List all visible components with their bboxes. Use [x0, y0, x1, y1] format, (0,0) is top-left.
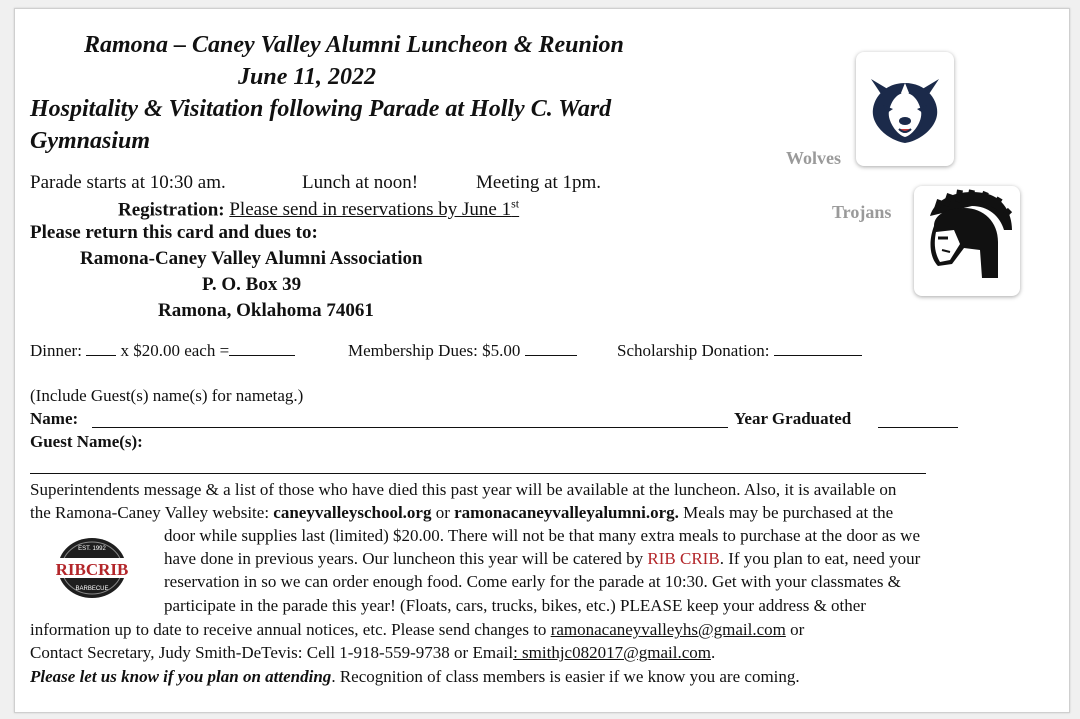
meeting-time: Meeting at 1pm. — [476, 172, 602, 193]
trojans-label: Trojans — [832, 202, 892, 222]
event-subtitle-cont: Gymnasium — [30, 128, 151, 154]
year-graduated-blank[interactable] — [878, 427, 958, 428]
message-line-2: the Ramona-Caney Valley website: caneyvalleyschool.org or ramonacaneyvalleyalumni.org. Meals may be purchased at the — [30, 503, 894, 522]
message-line-6: participate in the parade this year! (Floats, cars, trucks, bikes, etc.) PLEASE keep your address & other — [164, 596, 866, 615]
message-line-1: Superintendents message & a list of those who have died this past year will be available at the luncheon. Also, it is available on — [30, 480, 897, 499]
caterer-name: RIB CRIB — [647, 549, 720, 568]
return-org: Ramona-Caney Valley Alumni Association — [80, 248, 423, 269]
name-label: Name: — [30, 409, 79, 428]
dinner-price-label: x $20.00 each = — [120, 341, 230, 360]
svg-text:EST. 1992: EST. 1992 — [78, 546, 106, 552]
return-po-box: P. O. Box 39 — [202, 274, 302, 295]
return-city: Ramona, Oklahoma 74061 — [158, 300, 374, 321]
message-line-3: door while supplies last (limited) $20.00. There will not be that many extra meals to purchase at the door as we — [164, 526, 920, 545]
closing-emphasis: Please let us know if you plan on attending — [30, 667, 332, 686]
membership-field — [348, 341, 577, 361]
message-line-8: Contact Secretary, Judy Smith-DeTevis: Cell 1-918-559-9738 or Email: smithjc082017@gmail.com. — [30, 643, 716, 662]
website-link-1[interactable]: caneyvalleyschool.org — [273, 503, 432, 522]
message-line-7: information up to date to receive annual notices, etc. Please send changes to ramonacaneyvalleyhs@gmail.com or — [30, 620, 805, 639]
registration-text: Please send in reservations by June 1st — [229, 197, 520, 221]
scholarship-blank[interactable] — [774, 354, 862, 356]
rib-crib-logo — [50, 532, 134, 604]
dinner-total-blank[interactable] — [229, 354, 295, 356]
membership-label: Membership Dues: $5.00 — [348, 341, 521, 360]
wolves-label: Wolves — [786, 148, 842, 168]
return-instruction: Please return this card and dues to: — [30, 222, 318, 243]
guest-names-blank[interactable] — [30, 473, 926, 474]
website-link-2[interactable]: ramonacaneyvalleyalumni.org. — [454, 503, 679, 522]
name-blank[interactable] — [92, 427, 728, 428]
event-title: Ramona – Caney Valley Alumni Luncheon & Reunion — [84, 32, 624, 58]
scholarship-field — [617, 341, 862, 361]
message-line-4: have done in previous years. Our luncheon this year will be catered by RIB CRIB. If you plan to eat, need your — [164, 549, 921, 568]
svg-text:BARBECUE: BARBECUE — [75, 586, 109, 592]
dinner-field — [30, 341, 295, 361]
dinner-label: Dinner: — [30, 341, 82, 360]
membership-blank[interactable] — [525, 354, 577, 356]
event-date: June 11, 2022 — [238, 64, 377, 90]
email-link-2[interactable]: : smithjc082017@gmail.com — [513, 643, 711, 662]
lunch-time: Lunch at noon! — [302, 172, 419, 193]
year-graduated-label: Year Graduated — [734, 409, 852, 428]
husky-mascot-icon — [856, 52, 954, 166]
parade-time: Parade starts at 10:30 am. — [30, 172, 226, 193]
event-subtitle: Hospitality & Visitation following Parade at Holly C. Ward — [30, 96, 612, 122]
guest-note: (Include Guest(s) name(s) for nametag.) — [30, 386, 304, 405]
email-link-1[interactable]: ramonacaneyvalleyhs@gmail.com — [550, 620, 786, 639]
dinner-quantity-blank[interactable] — [86, 354, 116, 356]
closing-line: Please let us know if you plan on attending. Recognition of class members is easier if we know you are coming. — [30, 667, 800, 686]
trojan-helmet-icon — [914, 186, 1020, 296]
registration-line — [118, 197, 519, 221]
scholarship-label: Scholarship Donation: — [617, 341, 770, 360]
message-line-5: reservation in so we can order enough food. Come early for the parade at 10:30. Get with your classmates & — [164, 572, 901, 591]
registration-label: Registration: — [118, 199, 225, 221]
guest-names-label: Guest Name(s): — [30, 432, 143, 451]
svg-text:RIBCRIB: RIBCRIB — [55, 560, 129, 579]
